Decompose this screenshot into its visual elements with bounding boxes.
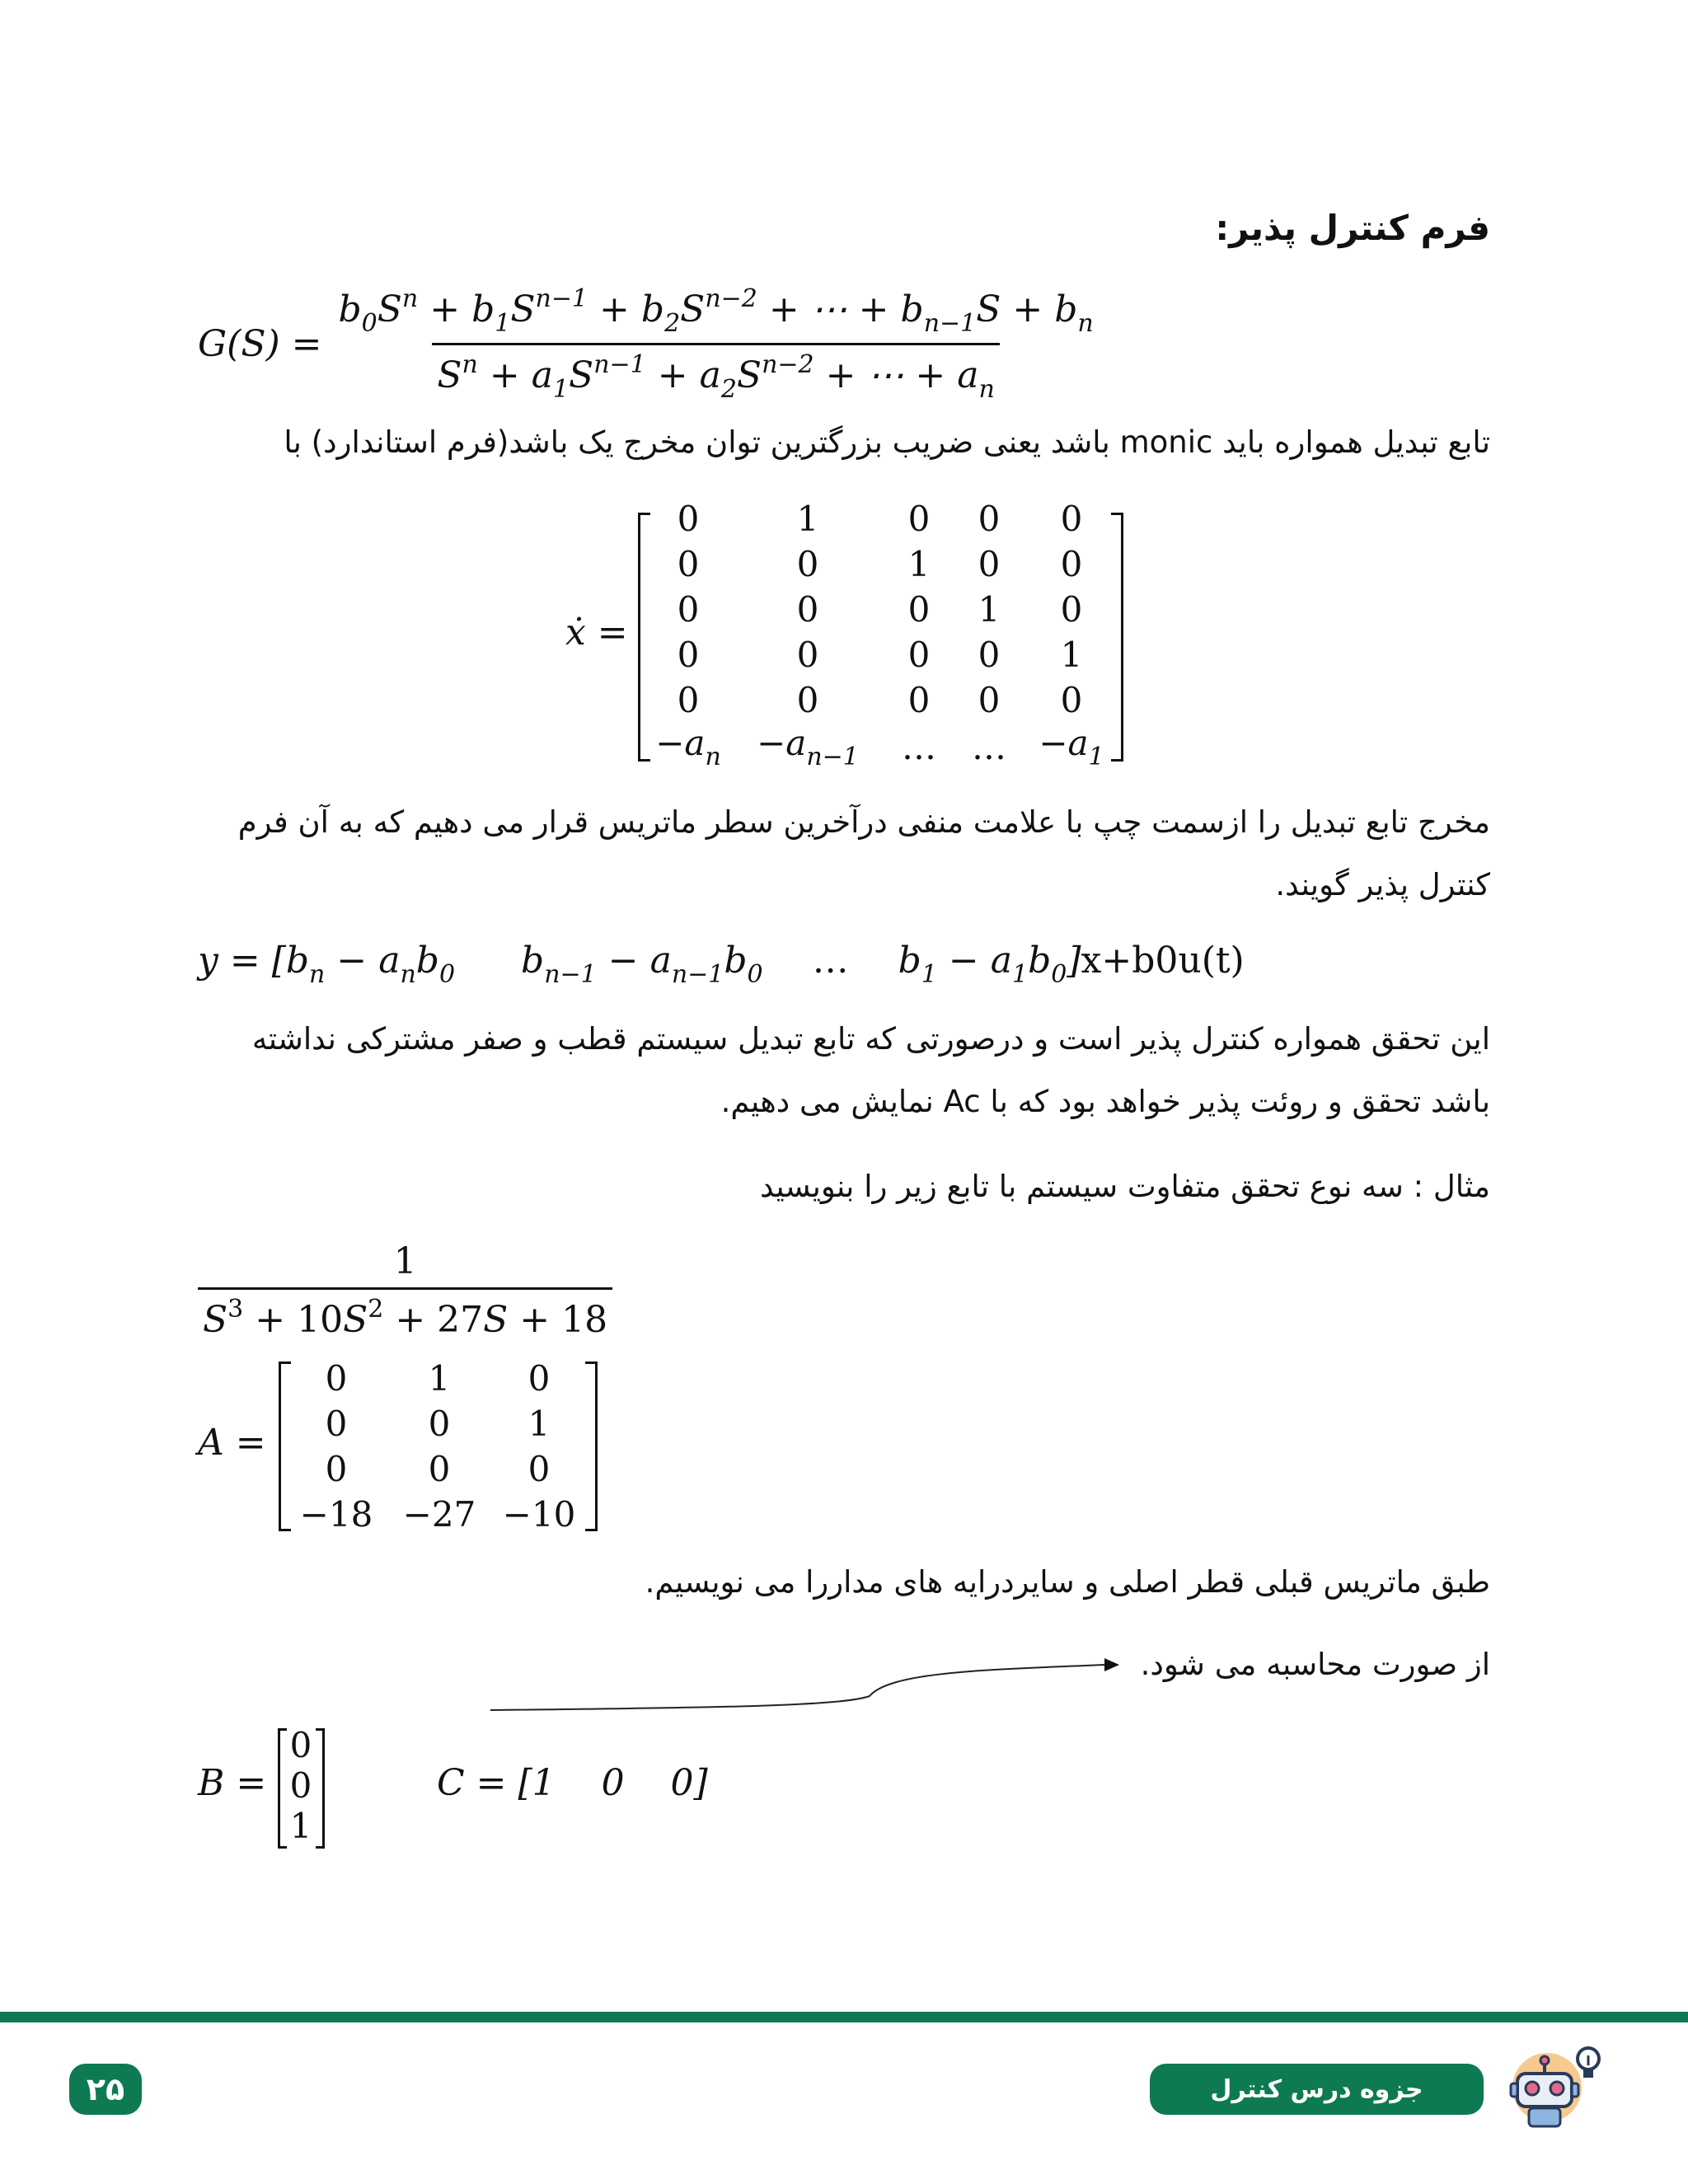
matrix-row	[651, 677, 1113, 723]
matrix-cell: 0	[428, 1449, 451, 1489]
matrix-a-right-bracket	[585, 1361, 598, 1531]
example-numerator: 1	[393, 1240, 417, 1282]
matrix-row	[288, 1765, 313, 1806]
matrix-cell: 1	[907, 544, 931, 584]
matrix-a-lhs: A =	[198, 1422, 266, 1464]
matrix-cell: 0	[1060, 589, 1083, 630]
paragraph-line: این تحقق همواره کنترل پذیر است و درصورتی که تابع تبدیل سیستم قطب و صفر مشترکی نداشته	[251, 1021, 1490, 1057]
matrix-cell: 0	[796, 544, 819, 584]
g-lhs: G(S) =	[198, 323, 322, 365]
matrix-cell: −10	[502, 1494, 576, 1535]
matrix-cell: 0	[289, 1765, 312, 1806]
matrix-row	[651, 587, 1113, 632]
matrix-cell: 0	[1060, 680, 1083, 720]
curved-arrow	[478, 1648, 1121, 1722]
matrix-cell: 1	[528, 1404, 551, 1444]
matrix-cell: 1	[796, 499, 819, 539]
matrix-cell: 1	[978, 589, 1001, 630]
matrix-row	[287, 1492, 585, 1537]
page-number: ۲۵	[69, 2064, 142, 2115]
vector-b-right-bracket	[316, 1728, 325, 1849]
matrix-cell: 0	[677, 544, 700, 584]
matrix-cell: 0	[677, 680, 700, 720]
matrix-cell: 1	[289, 1806, 312, 1846]
matrix-cell: 0	[428, 1404, 451, 1444]
matrix-a	[287, 1356, 585, 1537]
matrix-cell: 0	[907, 499, 931, 539]
matrix-cell: …	[902, 727, 936, 767]
section-heading: فرم کنترل پذیر:	[1215, 208, 1490, 248]
matrix-cell: 0	[978, 499, 1001, 539]
matrix-row	[651, 541, 1113, 587]
matrix-cell: 0	[528, 1449, 551, 1489]
matrix-cell: 0	[796, 635, 819, 675]
matrix-row	[287, 1401, 585, 1446]
paragraph-controllable-form	[188, 791, 1490, 916]
matrix-cell: 0	[528, 1358, 551, 1399]
example-statement: مثال : سه نوع تحقق متفاوت سیستم با تابع زیر را بنویسید	[759, 1169, 1490, 1204]
matrix-cell: 0	[978, 544, 1001, 584]
paragraph-monic: تابع تبدیل همواره باید monic باشد یعنی ضریب بزرگترین توان مخرج یک باشد(فرم استاندارد) با	[284, 424, 1490, 460]
matrix-cell: …	[972, 727, 1006, 767]
matrix-row	[287, 1356, 585, 1401]
paragraph-line: مخرج تابع تبدیل را ازسمت چپ با علامت منفی درآخرین سطر ماتریس قرار می دهیم که به آن فرم	[237, 804, 1490, 840]
matrix-cell: 0	[325, 1404, 348, 1444]
matrix-cell: 1	[1060, 635, 1083, 675]
matrix-row	[651, 496, 1113, 541]
paragraph-observability	[188, 1008, 1490, 1133]
matrix-cell: 0	[677, 635, 700, 675]
xdot-matrix-left-bracket	[638, 513, 650, 762]
xdot-lhs: ẋ =	[565, 612, 628, 654]
xdot-matrix	[651, 496, 1113, 771]
matrix-cell: 0	[907, 589, 931, 630]
matrix-cell: $-a_{n-1}$	[757, 723, 859, 771]
matrix-cell: −27	[402, 1494, 476, 1535]
output-equation: $y = [b_n - a_nb_0$ $b_{n-1} - a_{n-1}b_0$ … $b_1 - a_1b_0]x+b0u(t)$	[198, 940, 1245, 989]
matrix-cell: 0	[796, 589, 819, 630]
example-denominator: $S^3 + 10S^2 + 27S + 18$	[198, 1287, 612, 1341]
matrix-cell: 0	[978, 635, 1001, 675]
matrix-row	[288, 1725, 313, 1765]
book-title-badge: جزوه درس کنترل	[1150, 2064, 1484, 2115]
matrix-cell: 0	[289, 1725, 312, 1765]
vector-b	[288, 1725, 313, 1846]
matrix-cell: −18	[299, 1494, 373, 1535]
vector-b-lhs: B =	[198, 1762, 267, 1804]
matrix-cell: 0	[677, 589, 700, 630]
matrix-cell: $-a_n$	[655, 723, 721, 771]
matrix-cell: 0	[796, 680, 819, 720]
matrix-cell: 0	[1060, 499, 1083, 539]
matrix-cell: 0	[907, 635, 931, 675]
vector-c: C = [1 0 0]	[437, 1762, 708, 1804]
matrix-cell: 0	[325, 1449, 348, 1489]
xdot-matrix-right-bracket	[1111, 513, 1123, 762]
matrix-row	[288, 1806, 313, 1846]
footer-divider	[0, 2012, 1688, 2022]
matrix-cell: 1	[428, 1358, 451, 1399]
matrix-cell: 0	[1060, 544, 1083, 584]
example-transfer-function	[198, 1240, 612, 1341]
matrix-row	[287, 1446, 585, 1492]
robot-logo	[1496, 2042, 1611, 2133]
matrix-cell: 0	[907, 680, 931, 720]
matrix-cell: 0	[978, 680, 1001, 720]
matrix-cell: 0	[325, 1358, 348, 1399]
matrix-cell: 0	[677, 499, 700, 539]
matrix-row-last	[651, 723, 1113, 771]
paragraph-line: کنترل پذیر گویند.	[1275, 867, 1490, 902]
paragraph-diagonal: طبق ماتریس قبلی قطر اصلی و سایردرایه های مداررا می نویسیم.	[645, 1564, 1490, 1600]
transfer-function-formula	[198, 284, 1099, 404]
matrix-cell: $-a_1$	[1039, 723, 1104, 771]
paragraph-line: باشد تحقق و روئت پذیر خواهد بود که با Ac نمایش می دهیم.	[720, 1084, 1490, 1119]
output-equation-tail: x+b0u(t)	[1081, 940, 1245, 982]
vector-b-left-bracket	[278, 1728, 287, 1849]
matrix-row	[651, 632, 1113, 677]
transfer-function-fraction: $\frac{b_0S^n + b_1S^{n-1} + b_2S^{n-2} + \cdots + b_{n-1}S + b_n}{S^n + a_1S^{n-1} + a_2S^{n-2} + \cdots + a_n}$	[338, 284, 1094, 404]
paragraph-numerator-note: از صورت محاسبه می شود.	[1140, 1647, 1490, 1682]
